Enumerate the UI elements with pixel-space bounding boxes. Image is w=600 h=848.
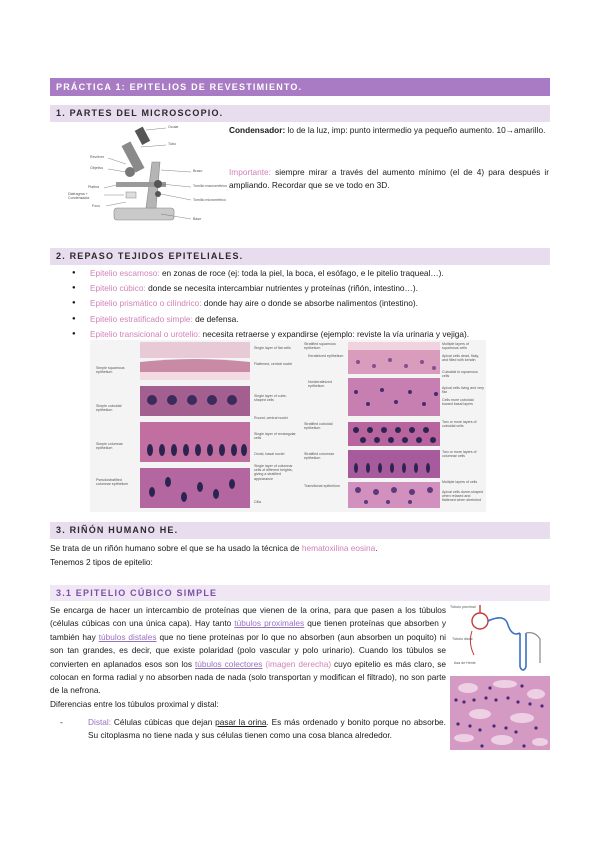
micrograph-image: [450, 676, 550, 750]
list-item-text: donde se necesita intercambiar nutrientes y proteínas (riñón, intestino…).: [145, 283, 418, 294]
stratified-epithelium-illustrations: [348, 342, 440, 510]
epithelium-figure: [90, 340, 486, 512]
text-run: Células cúbicas que dejan: [111, 717, 216, 727]
epithelium-list: [72, 266, 550, 342]
section-2-header: [50, 248, 550, 265]
list-item: [72, 281, 550, 296]
section-3-title: 3. RIÑÓN HUMANO HE.: [56, 525, 179, 535]
microscope-label: Brazo: [193, 169, 203, 173]
section-3-1-header: [50, 585, 550, 601]
figure-label: Nonkeratinized epithelium: [308, 380, 332, 389]
figure-label: Pseudostratified columnar epithelium: [96, 478, 129, 487]
kidney-micrograph: [450, 676, 550, 750]
condensador-paragraph: [229, 124, 549, 137]
list-item: [72, 266, 550, 281]
figure-note: Single layer of flat cells: [254, 346, 291, 350]
figure-label: Simple cuboidal epithelium: [96, 404, 122, 413]
figure-label: Stratified cuboidal epithelium: [304, 422, 333, 431]
tubulos-proximales-link[interactable]: túbulos proximales: [234, 618, 305, 629]
simple-epithelium-illustrations: [140, 342, 250, 510]
figure-note: Two or more layers of cuboidal cells: [442, 420, 477, 429]
nephron-label: Asa de Henle: [454, 661, 476, 665]
list-item-text: en zonas de roce (ej: toda la piel, la boca, el esófago, e le pitelio traqueal…).: [159, 268, 444, 278]
figure-note: Apical cells dead, flaky, and filled with keratin: [442, 354, 480, 363]
figure-note: Round, central nuclei: [254, 416, 288, 420]
section-3-header: [50, 522, 550, 539]
figure-note: Single layer of cube-shaped cells: [254, 394, 287, 403]
microscope-figure: [68, 122, 228, 226]
list-item-text: donde hay aire o donde se absorbe nalimentos (intestino).: [201, 298, 418, 309]
importante-label: Importante:: [229, 167, 271, 177]
figure-note: Two or more layers of columnar cells: [442, 450, 477, 459]
figure-note: Cells more cuboidal toward basal layers: [442, 398, 474, 407]
list-item-term: Epitelio transicional o urotelio:: [90, 328, 201, 339]
nephron-label: Túbulo proximal: [450, 605, 476, 609]
microscope-label: Tornillo micrométrico: [193, 198, 226, 202]
microscope-icon: [86, 122, 226, 226]
text-run: que tienen proteínas que absorben y también hay: [50, 618, 446, 642]
list-item-term: Epitelio estratificado simple:: [90, 313, 193, 324]
microscope-label: Objetivo: [90, 166, 104, 170]
differences-heading: Diferencias entre los túbulos proximal y distal:: [50, 698, 219, 709]
section-3-line-2: Tenemos 2 tipos de epitelio:: [50, 557, 153, 567]
tubulos-colectores-link[interactable]: túbulos colectores: [194, 658, 263, 669]
list-item-text: necesita retraerse y expandirse (ejemplo: reviste la vía urinaria y vejiga).: [200, 328, 470, 339]
hematoxilina-eosina-term: hematoxilina eosina: [301, 543, 376, 553]
imagen-derecha-note: (imagen derecha): [265, 658, 332, 669]
distal-label: Distal:: [88, 717, 112, 727]
section-1-title: 1. PARTES DEL MICROSCOPIO.: [56, 108, 224, 118]
nephron-label: Túbulo distal: [452, 637, 473, 641]
list-item-term: Epitelio prismático o cilíndrico:: [90, 298, 202, 309]
figure-note: Multiple layers of squamous cells: [442, 342, 469, 351]
dash-bullet: -: [60, 717, 63, 727]
microscope-label: Tornillo macrométrico: [193, 184, 228, 188]
importante-paragraph: [229, 166, 549, 191]
microscope-label: Foco: [92, 204, 100, 208]
pasar-orina-term: pasar la orina: [215, 717, 267, 727]
figure-label: Stratified columnar epithelium: [304, 452, 334, 461]
microscope-label: Ocular: [168, 125, 179, 129]
microscope-label: Tubo: [168, 142, 177, 146]
figure-note: Flattened, central nuclei: [254, 362, 293, 366]
figure-note: Single layer of rectangular cells: [254, 432, 296, 441]
figure-label: Simple squamous epithelium: [96, 366, 125, 375]
text-run: .: [375, 543, 378, 553]
figure-note: Single layer of columnar cells of different heights, giving a stratified appearance: [254, 464, 293, 481]
section-3-line-1: [50, 542, 550, 555]
figure-label: Stratified squamous epithelium: [304, 342, 336, 351]
text-run: . Es más ordenado y bonito porque no absorbe. Su citoplasma no tiene nada y sus células tienen como una cosa blanca alrededor.: [88, 717, 446, 741]
page-title: PRÁCTICA 1: EPITELIOS DE REVESTIMIENTO.: [56, 82, 303, 92]
distal-item: [62, 716, 446, 743]
section-1-header: [50, 105, 550, 122]
microscope-label: Platina: [88, 185, 99, 189]
text-run: Se encarga de hacer un intercambio de proteínas que vienen de la orina, para que pasen a los túbulos (células cúbicas con una única capa). Hay tanto: [50, 605, 446, 629]
list-item-text: de defensa.: [192, 313, 239, 324]
list-item-term: Epitelio escamoso:: [90, 268, 160, 278]
text-run: que no tiene proteínas por lo que no absorben (aun absorben un poquito) ni son tan grandes, es decir, que existe polaridad (polo vascular y polo urinario). Cuando los túbulos se convierten en aplanados esos son los: [50, 631, 446, 669]
figure-label: Simple columnar epithelium: [96, 442, 123, 451]
list-item: [72, 312, 550, 327]
figure-note: Cilia: [254, 500, 261, 504]
figure-label: Transitional epithelium: [304, 484, 340, 488]
figure-label: Keratinized epithelium: [308, 354, 344, 358]
condensador-label: Condensador:: [229, 125, 286, 135]
section-3-1-title: 3.1 EPITELIO CÚBICO SIMPLE: [56, 588, 218, 598]
figure-note: Apical cells dome-shaped when relaxed and flattened when stretched: [442, 490, 483, 503]
section-3-1-paragraph: [50, 604, 446, 711]
microscope-label: Revólver: [90, 155, 105, 159]
figure-note: Apical cells living and very flat: [442, 386, 484, 395]
figure-note: Cuboidal to squamous cells: [442, 370, 478, 379]
microscope-label: Base: [193, 217, 202, 221]
text-run: cuyo epitelio es más claro, se colocan en forma radial y no absorben nada de nada (solo transportan y modifican el filtrado), no son parte de la nefrona.: [50, 658, 447, 696]
tubulos-distales-link[interactable]: túbulos distales: [98, 631, 157, 642]
page-title-bar: [50, 78, 550, 96]
list-item-term: Epitelio cúbico:: [90, 283, 146, 294]
section-2-title: 2. REPASO TEJIDOS EPITELIALES.: [56, 251, 244, 261]
microscope-label: Diafragma + Condensador: [68, 192, 90, 201]
figure-note: Multiple layers of cells: [442, 480, 478, 484]
nephron-diagram: [450, 603, 550, 675]
condensador-text: lo de la luz, imp: punto intermedio ya pequeño aumento. 10→amarillo.: [285, 125, 546, 135]
list-item: [72, 296, 550, 311]
figure-note: Ovoid, basal nuclei: [254, 452, 285, 456]
text-run: Se trata de un riñón humano sobre el que se ha usado la técnica de: [50, 543, 302, 553]
importante-text: siempre mirar a través del aumento mínimo (el de 4) para después ir ampliando. Recordar que se ve todo en 3D.: [229, 167, 549, 190]
